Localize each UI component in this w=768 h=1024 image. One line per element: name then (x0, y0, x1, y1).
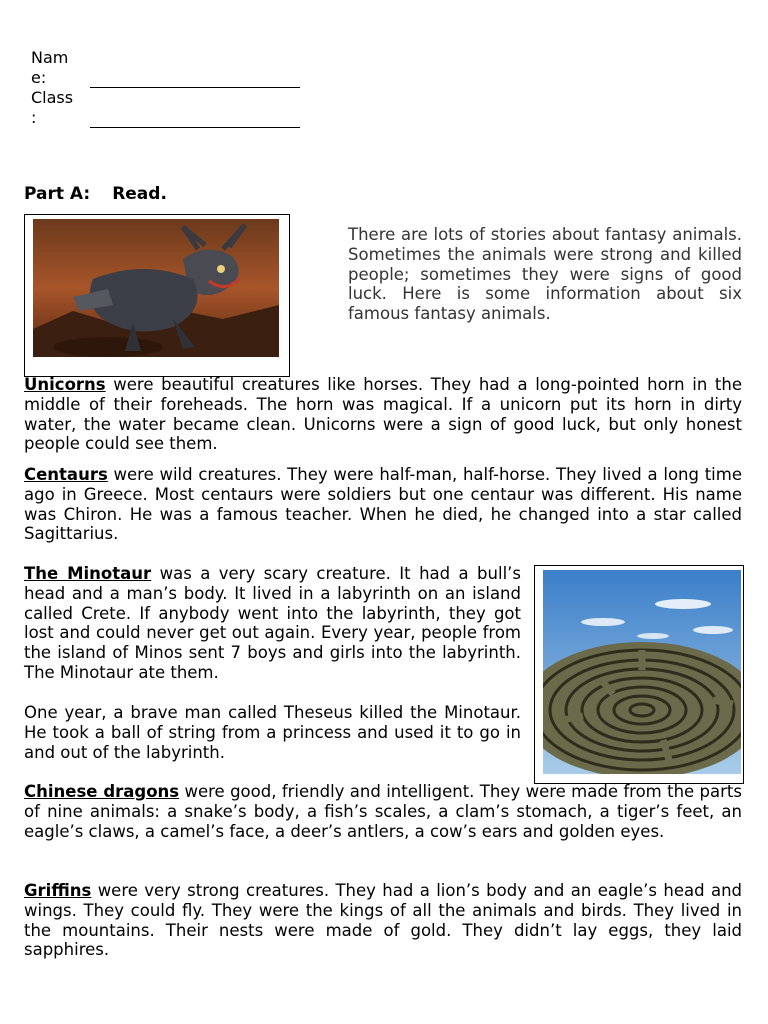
centaurs-paragraph (24, 465, 742, 544)
name-input-line[interactable] (90, 87, 300, 88)
name-label: Nam e: (31, 48, 69, 87)
dragons-paragraph (24, 782, 742, 841)
centaurs-text: were wild creatures. They were half-man, half-horse. They lived a long time ago in Greece. Most centaurs were soldiers but one centaur was different. His name was Chiron. He was a famous teacher. When he died, he changed into a star called Sagittarius. (24, 465, 742, 544)
minotaur-paragraph (24, 564, 521, 683)
class-label: Class : (31, 88, 74, 127)
intro-paragraph: There are lots of stories about fantasy animals. Sometimes the animals were strong and killed people; sometimes they were signs of good luck. Here is some information about six famous fantasy animals. (348, 225, 742, 324)
griffins-term: Griffins (24, 881, 92, 900)
fantasy-monster-image (33, 219, 279, 357)
part-a-heading: Part A: Read. (24, 184, 167, 204)
labyrinth-image (543, 570, 741, 774)
dragons-term: Chinese dragons (24, 782, 180, 801)
minotaur-text: was a very scary creature. It had a bull’s head and a man’s body. It lived in a labyrinth on an island called Crete. If anybody went into the labyrinth, they got lost and could never get out again. Every year, people from the island of Minos sent 7 boys and girls into the labyrinth. The Minotaur ate them. (24, 564, 522, 682)
minotaur-paragraph-2: One year, a brave man called Theseus killed the Minotaur. He took a ball of string from a princess and used it to go in and out of the labyrinth. (24, 703, 521, 762)
griffins-text: were very strong creatures. They had a lion’s body and an eagle’s head and wings. They could fly. They were the kings of all the animals and birds. They lived in the mountains. Their nests were made of gold. They didn’t lay eggs, they laid sapphires. (24, 881, 742, 960)
dragons-text: were good, friendly and intelligent. They were made from the parts of nine animals: a snake’s body, a fish’s scales, a clam’s stomach, a tiger’s feet, an eagle’s claws, a camel’s face, a deer’s antlers, a cow’s ears and golden eyes. (24, 782, 742, 841)
minotaur-term: The Minotaur (24, 564, 152, 583)
unicorns-paragraph (24, 375, 742, 454)
unicorns-term: Unicorns (24, 375, 106, 394)
griffins-paragraph (24, 881, 742, 960)
unicorns-text: were beautiful creatures like horses. They had a long-pointed horn in the middle of their foreheads. The horn was magical. If a unicorn put its horn in dirty water, the water became clean. Unicorns were a sign of good luck, but only honest people could see them. (24, 375, 742, 454)
centaurs-term: Centaurs (24, 465, 108, 484)
class-input-line[interactable] (90, 127, 300, 128)
